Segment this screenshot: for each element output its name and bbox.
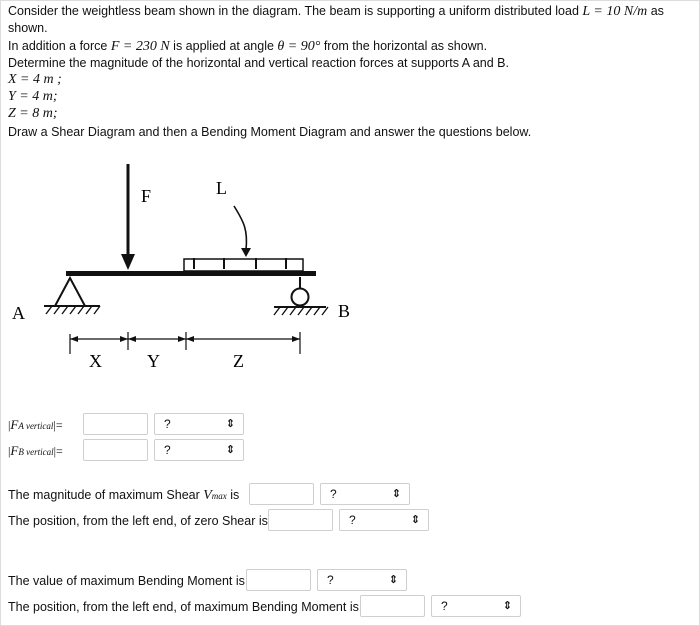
dimension-y-label: Y (147, 351, 160, 371)
dimension-x: X = 4 m ; (8, 72, 62, 87)
dimension-z: Z = 8 m; (8, 106, 58, 121)
dimension-arrowhead (70, 336, 78, 342)
max-shear-unit-select[interactable] (320, 483, 410, 505)
problem-text: In addition a force (8, 39, 111, 53)
load-label: L (216, 178, 227, 198)
problem-text: as (647, 4, 664, 18)
support-a-label: A (12, 303, 25, 323)
chevron-updown-icon: ⇕ (388, 574, 398, 586)
problem-text: from the horizontal as shown. (320, 39, 488, 53)
dimension-arrowhead (186, 336, 194, 342)
problem-line-2 (8, 20, 48, 36)
question-text: is (226, 488, 240, 502)
support-a-hatching (46, 306, 100, 314)
chevron-updown-icon: ⇕ (410, 514, 420, 526)
dimension-x-label: X (89, 351, 102, 371)
support-b-label: B (338, 301, 351, 321)
shear-subscript: max (211, 491, 227, 501)
fa-symbol: F (10, 417, 19, 432)
zero-shear-question: The position, from the left end, of zero Shear is (8, 514, 268, 528)
chevron-updown-icon: ⇕ (391, 488, 401, 500)
support-a-pin (55, 278, 85, 306)
chevron-updown-icon: ⇕ (502, 600, 512, 612)
zero-shear-unit-select[interactable] (339, 509, 429, 531)
max-moment-position-question: The position, from the left end, of maximum Bending Moment is (8, 600, 359, 614)
beam-diagram (8, 156, 354, 378)
load-value: L = 10 N/m (582, 4, 648, 19)
fb-vertical-label: |FB vertical|= (8, 443, 63, 458)
problem-text: Consider the weightless beam shown in the diagram. The beam is supporting a uniform distributed load (8, 4, 583, 18)
fa-vertical-unit-select[interactable] (154, 413, 244, 435)
problem-line-4 (8, 55, 509, 71)
zero-shear-input[interactable] (268, 509, 333, 531)
equals-sign: = (55, 418, 63, 432)
problem-line-3 (8, 38, 487, 55)
problem-text: Determine the magnitude of the horizontal and vertical reaction forces at supports A and B. (8, 56, 509, 70)
angle-value: θ = 90° (277, 39, 321, 54)
beam-diagram-svg (8, 156, 354, 378)
load-pointer-arrow (234, 206, 247, 250)
force-value: F = 230 N (110, 39, 170, 54)
max-shear-question (8, 487, 239, 504)
select-value: ? (327, 573, 334, 587)
shear-symbol: V (203, 488, 212, 503)
fb-subscript: B vertical (18, 447, 54, 457)
load-pointer-arrowhead (241, 248, 251, 257)
problem-text: shown. (8, 21, 48, 35)
select-value: ? (330, 487, 337, 501)
chevron-updown-icon: ⇕ (225, 418, 235, 430)
dimension-arrowhead (128, 336, 136, 342)
problem-line-1 (8, 3, 664, 20)
fb-vertical-input[interactable] (83, 439, 148, 461)
fa-vertical-input[interactable] (83, 413, 148, 435)
fa-subscript: A vertical (18, 421, 54, 431)
question-text: The magnitude of maximum Shear (8, 488, 204, 502)
max-moment-unit-select[interactable] (317, 569, 407, 591)
max-moment-question: The value of maximum Bending Moment is (8, 574, 245, 588)
support-b-roller (292, 289, 309, 306)
instruction-text: Draw a Shear Diagram and then a Bending Moment Diagram and answer the questions below. (8, 125, 532, 139)
problem-text: is applied at angle (169, 39, 278, 53)
chevron-updown-icon: ⇕ (225, 444, 235, 456)
max-shear-input[interactable] (249, 483, 314, 505)
dimension-arrowhead (120, 336, 128, 342)
select-value: ? (349, 513, 356, 527)
max-moment-position-unit-select[interactable] (431, 595, 521, 617)
force-arrowhead (121, 254, 135, 270)
dimension-z-label: Z (233, 351, 244, 371)
equals-sign: = (56, 444, 63, 458)
select-value: ? (441, 599, 448, 613)
max-moment-input[interactable] (246, 569, 311, 591)
dimension-arrowhead (292, 336, 300, 342)
fb-vertical-unit-select[interactable] (154, 439, 244, 461)
fa-vertical-label: |FA vertical|= (8, 417, 63, 432)
force-label: F (141, 186, 152, 206)
fb-symbol: F (10, 443, 19, 458)
dimension-arrowhead (178, 336, 186, 342)
select-value: ? (164, 443, 171, 457)
max-moment-position-input[interactable] (360, 595, 425, 617)
select-value: ? (164, 417, 171, 431)
dimension-y: Y = 4 m; (8, 89, 58, 104)
support-b-hatching (274, 307, 328, 315)
